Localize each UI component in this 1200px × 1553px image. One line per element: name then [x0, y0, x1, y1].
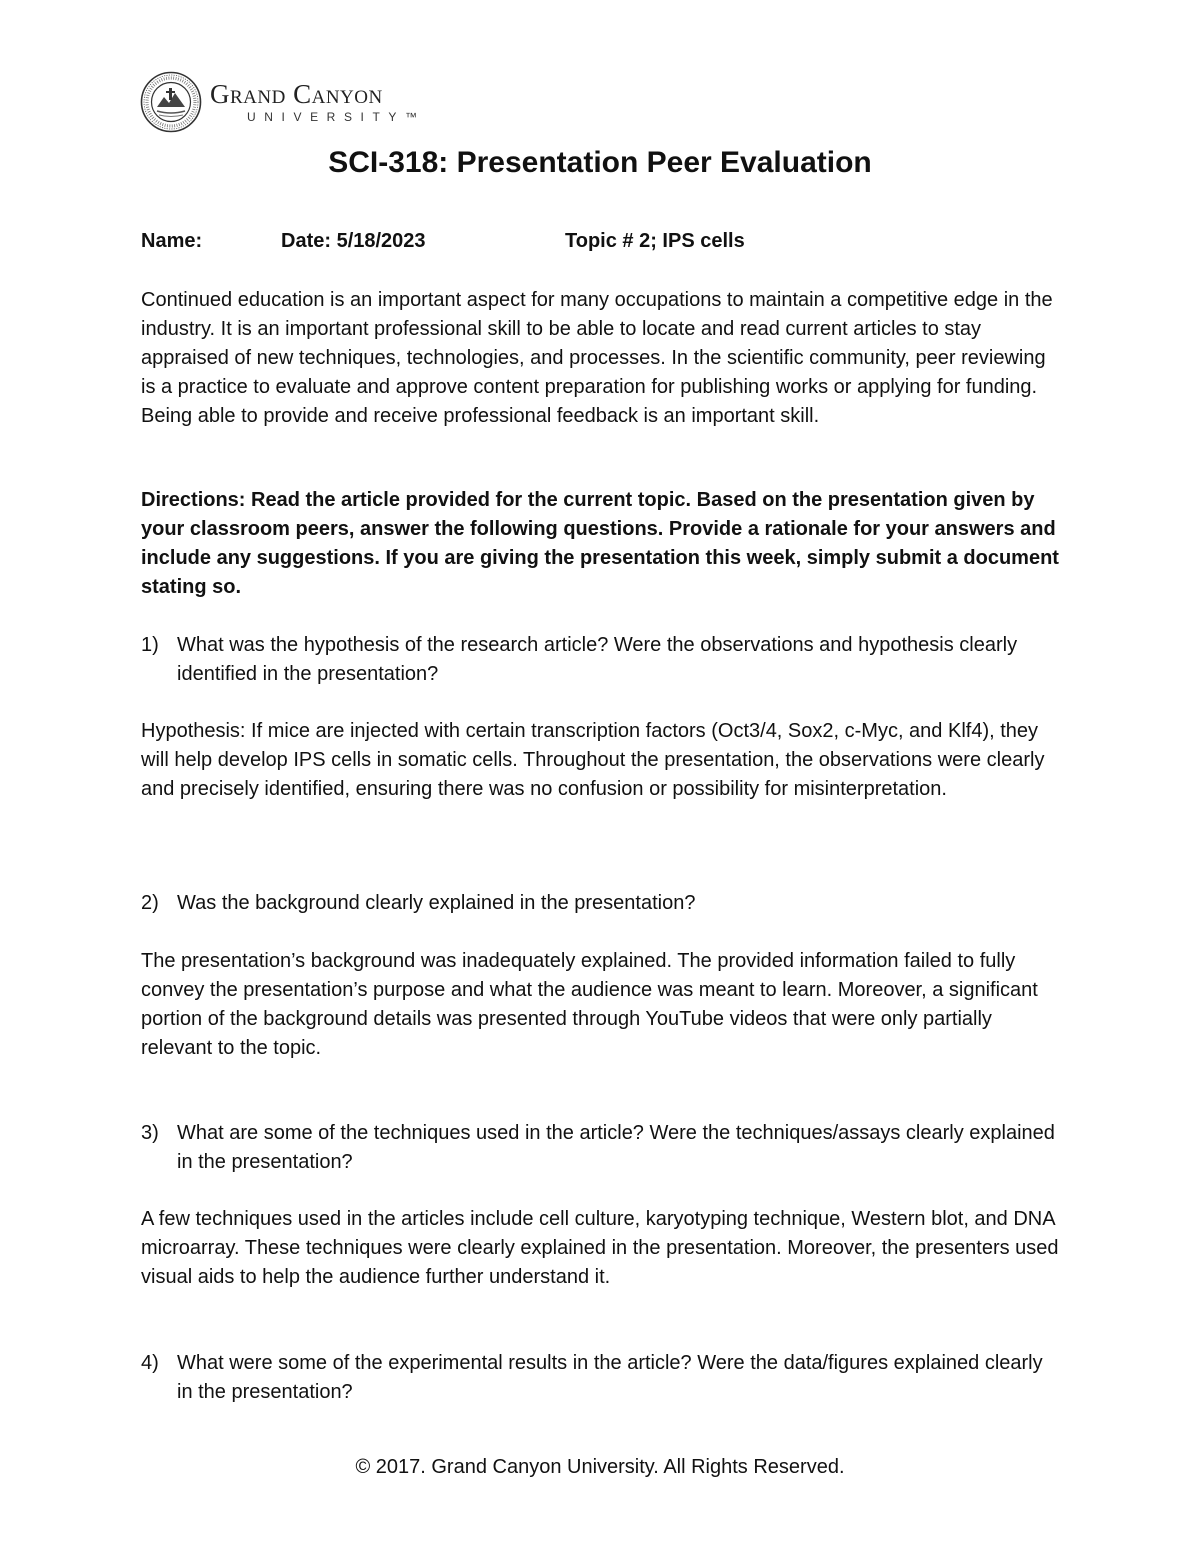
intro-paragraph: Continued education is an important aspect for many occupations to maintain a competitive edge in the industry. It is an important professional skill to be able to locate and read current articles to stay appraised of new techniques, technologies, and processes. In the scientific community, peer reviewing is a practice to evaluate and approve content preparation for publishing works or applying for funding. Being able to provide and receive professional feedback is an important skill. — [141, 289, 1053, 427]
question-text: What was the hypothesis of the research article? Were the observations and hypothesis clearly identified in the presentation? — [177, 634, 1018, 685]
topic-label: Topic # 2; IPS cells — [565, 230, 745, 252]
university-seal-icon — [140, 71, 202, 133]
question-number: 2) — [141, 892, 159, 914]
copyright-footer: © 2017. Grand Canyon University. All Rights Reserved. — [355, 1456, 845, 1478]
answer-3: A few techniques used in the articles include cell culture, karyotyping technique, Western blot, and DNA microarray. These techniques were clearly explained in the presentation. Moreover, the presenters used visual aids to help the audience further understand it. — [141, 1208, 1059, 1288]
question-1 — [141, 631, 1063, 689]
university-wordmark — [210, 81, 426, 123]
question-text: What were some of the experimental results in the article? Were the data/figures explained clearly in the presentation? — [177, 1352, 1043, 1403]
question-number: 4) — [141, 1352, 159, 1374]
question-number: 1) — [141, 634, 159, 656]
question-text: Was the background clearly explained in the presentation? — [177, 892, 696, 914]
answer-2: The presentation’s background was inadequately explained. The provided information failed to fully convey the presentation’s purpose and what the audience was meant to learn. Moreover, a significant portion of the background details was presented through YouTube videos that were only partially relevant to the topic. — [141, 950, 1038, 1059]
question-text: What are some of the techniques used in the article? Were the techniques/assays clearly explained in the presentation? — [177, 1122, 1055, 1173]
header-row — [141, 230, 1061, 256]
question-3 — [141, 1119, 1063, 1177]
university-logo — [140, 70, 426, 134]
question-2 — [141, 889, 1063, 918]
answer-1: Hypothesis: If mice are injected with certain transcription factors (Oct3/4, Sox2, c-Myc, and Klf4), they will help develop IPS cells in somatic cells. Throughout the presentation, the observations were clearly and precisely identified, ensuring there was no confusion or possibility for misinterpretation. — [141, 720, 1045, 800]
name-label: Name: — [141, 230, 203, 252]
question-4 — [141, 1349, 1063, 1407]
wordmark-university: UNIVERSITY™ — [247, 110, 426, 124]
directions-paragraph: Directions: Read the article provided for the current topic. Based on the presentation given by your classroom peers, answer the following questions. Provide a rationale for your answers and include any suggestions. If you are giving the presentation this week, simply submit a document stating so. — [141, 489, 1059, 598]
question-number: 3) — [141, 1122, 159, 1144]
wordmark-name: Grand Canyon — [210, 79, 383, 109]
date-label: Date: 5/18/2023 — [281, 230, 426, 252]
page-title: SCI-318: Presentation Peer Evaluation — [328, 146, 872, 179]
